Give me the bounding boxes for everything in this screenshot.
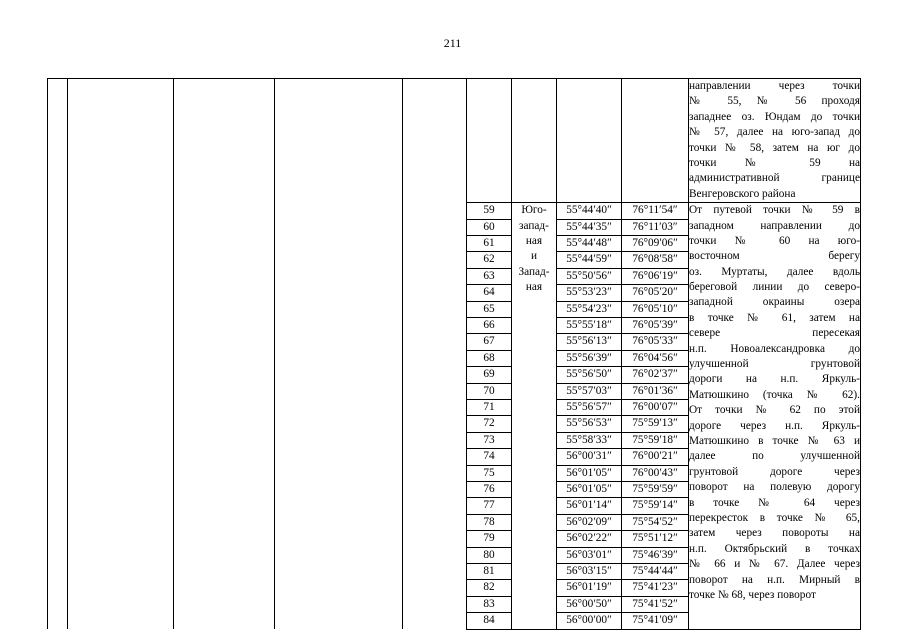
- description-line: административной границе: [689, 172, 860, 185]
- latitude-cell: 55°44′35″: [557, 219, 622, 235]
- point-number: 66: [467, 317, 512, 333]
- point-number: 83: [467, 596, 512, 612]
- description-line: дороге через н.п. Яркуль-: [689, 419, 860, 432]
- description-line: точки № 59 на: [689, 156, 860, 169]
- latitude-cell: 55°55′18″: [557, 317, 622, 333]
- empty-cell: [68, 79, 174, 630]
- longitude-cell: 75°59′18″: [622, 432, 689, 448]
- empty-cell: [403, 79, 467, 630]
- point-number: 60: [467, 219, 512, 235]
- longitude-cell: 76°00′07″: [622, 400, 689, 416]
- point-number: 81: [467, 564, 512, 580]
- description-line: Венгеровского района: [689, 187, 796, 200]
- description-line: в точке № 61, затем на: [689, 311, 860, 324]
- point-number: 68: [467, 350, 512, 366]
- longitude-cell: 76°11′03″: [622, 219, 689, 235]
- description-line: направлении через точки: [689, 80, 860, 92]
- empty-cell: [275, 79, 403, 630]
- point-number: 62: [467, 252, 512, 268]
- longitude-cell: 75°41′23″: [622, 580, 689, 596]
- latitude-cell: 56°02′22″: [557, 531, 622, 547]
- empty-cell: [557, 79, 622, 203]
- point-number: 77: [467, 498, 512, 514]
- description-line: точке № 68, через поворот: [689, 588, 816, 601]
- point-number: 64: [467, 285, 512, 301]
- point-number: 82: [467, 580, 512, 596]
- continuation-row: [48, 79, 861, 203]
- point-number: 78: [467, 514, 512, 530]
- latitude-cell: 55°56′39″: [557, 350, 622, 366]
- direction-line: запад-: [519, 219, 549, 232]
- coordinates-table: [47, 78, 861, 630]
- direction-line: ная: [525, 234, 543, 247]
- point-number: 72: [467, 416, 512, 432]
- longitude-cell: 76°01′36″: [622, 383, 689, 399]
- route-description: [689, 203, 861, 630]
- latitude-cell: 55°44′59″: [557, 252, 622, 268]
- point-number: 63: [467, 268, 512, 284]
- empty-cell: [467, 79, 512, 203]
- latitude-cell: 56°01′05″: [557, 465, 622, 481]
- description-line: затем через повороты на: [689, 527, 860, 540]
- point-number: 76: [467, 482, 512, 498]
- empty-cell: [622, 79, 689, 203]
- description-line: западной окраины озера: [689, 296, 860, 309]
- description-line: западнее оз. Юндам до точки: [689, 110, 860, 123]
- description-line: От путевой точки № 59 в: [689, 204, 860, 217]
- latitude-cell: 55°58′33″: [557, 432, 622, 448]
- description-line: Матюшкино (точка № 62).: [689, 388, 860, 401]
- direction-line: Юго-: [521, 204, 547, 217]
- description-line: береговой линии до северо-: [689, 281, 860, 294]
- point-number: 74: [467, 449, 512, 465]
- latitude-cell: 55°56′53″: [557, 416, 622, 432]
- longitude-cell: 75°41′52″: [622, 596, 689, 612]
- page-number: 211: [443, 36, 462, 50]
- latitude-cell: 55°50′56″: [557, 268, 622, 284]
- description-line: оз. Муртаты, далее вдоль: [689, 265, 860, 278]
- empty-cell: [48, 79, 68, 630]
- continuation-description: [689, 79, 861, 203]
- direction-line: и: [530, 250, 538, 263]
- empty-cell: [512, 79, 557, 203]
- point-number: 73: [467, 432, 512, 448]
- latitude-cell: 56°03′15″: [557, 564, 622, 580]
- longitude-cell: 76°08′58″: [622, 252, 689, 268]
- longitude-cell: 76°00′43″: [622, 465, 689, 481]
- longitude-cell: 76°05′20″: [622, 285, 689, 301]
- latitude-cell: 55°56′13″: [557, 334, 622, 350]
- point-number: 75: [467, 465, 512, 481]
- longitude-cell: 75°59′14″: [622, 498, 689, 514]
- description-line: восточном берегу: [689, 250, 860, 263]
- longitude-cell: 76°00′21″: [622, 449, 689, 465]
- direction-line: Запад-: [518, 265, 550, 278]
- longitude-cell: 75°51′12″: [622, 531, 689, 547]
- longitude-cell: 75°41′09″: [622, 613, 689, 629]
- longitude-cell: 75°44′44″: [622, 564, 689, 580]
- description-line: улучшенной грунтовой: [689, 358, 860, 371]
- point-number: 65: [467, 301, 512, 317]
- description-line: далее по улучшенной: [689, 450, 860, 463]
- description-line: грунтовой дороге через: [689, 465, 860, 478]
- direction-cell: [512, 203, 557, 630]
- empty-cell: [174, 79, 275, 630]
- description-line: Матюшкино в точке № 63 и: [689, 434, 860, 447]
- point-number: 59: [467, 203, 512, 219]
- latitude-cell: 56°00′31″: [557, 449, 622, 465]
- description-line: западном направлении до: [689, 219, 860, 232]
- point-number: 69: [467, 367, 512, 383]
- longitude-cell: 76°04′56″: [622, 350, 689, 366]
- point-number: 70: [467, 383, 512, 399]
- latitude-cell: 56°03′01″: [557, 547, 622, 563]
- point-number: 79: [467, 531, 512, 547]
- description-line: поворот на полевую дорогу: [689, 481, 860, 494]
- latitude-cell: 56°01′14″: [557, 498, 622, 514]
- description-line: перекресток в точке № 65,: [689, 511, 860, 524]
- latitude-cell: 55°54′23″: [557, 301, 622, 317]
- latitude-cell: 55°57′03″: [557, 383, 622, 399]
- latitude-cell: 55°53′23″: [557, 285, 622, 301]
- longitude-cell: 76°11′54″: [622, 203, 689, 219]
- description-line: н.п. Новоалександровка до: [689, 342, 860, 355]
- latitude-cell: 55°44′40″: [557, 203, 622, 219]
- description-line: точки № 60 на юго-: [689, 234, 860, 247]
- longitude-cell: 75°59′59″: [622, 482, 689, 498]
- description-line: поворот на н.п. Мирный в: [689, 573, 860, 586]
- point-number: 84: [467, 613, 512, 629]
- latitude-cell: 56°02′09″: [557, 514, 622, 530]
- description-line: № 66 и № 67. Далее через: [689, 558, 860, 571]
- point-number: 67: [467, 334, 512, 350]
- longitude-cell: 75°59′13″: [622, 416, 689, 432]
- description-line: точки № 58, затем на юг до: [689, 141, 860, 154]
- longitude-cell: 75°46′39″: [622, 547, 689, 563]
- longitude-cell: 76°02′37″: [622, 367, 689, 383]
- point-number: 80: [467, 547, 512, 563]
- point-number: 61: [467, 235, 512, 251]
- description-line: в точке № 64 через: [689, 496, 860, 509]
- description-line: севере пересекая: [689, 327, 860, 340]
- latitude-cell: 56°00′00″: [557, 613, 622, 629]
- description-line: н.п. Октябрьский в точках: [689, 542, 860, 555]
- latitude-cell: 56°01′05″: [557, 482, 622, 498]
- direction-line: ная: [525, 281, 543, 294]
- description-line: № 55, № 56 проходя: [689, 95, 860, 108]
- latitude-cell: 55°56′50″: [557, 367, 622, 383]
- longitude-cell: 76°05′33″: [622, 334, 689, 350]
- longitude-cell: 76°05′39″: [622, 317, 689, 333]
- latitude-cell: 55°56′57″: [557, 400, 622, 416]
- description-line: От точки № 62 по этой: [689, 404, 860, 417]
- point-number: 71: [467, 400, 512, 416]
- latitude-cell: 56°00′50″: [557, 596, 622, 612]
- longitude-cell: 76°05′10″: [622, 301, 689, 317]
- latitude-cell: 56°01′19″: [557, 580, 622, 596]
- longitude-cell: 76°09′06″: [622, 235, 689, 251]
- description-line: дороги на н.п. Яркуль-: [689, 373, 860, 386]
- longitude-cell: 75°54′52″: [622, 514, 689, 530]
- latitude-cell: 55°44′48″: [557, 235, 622, 251]
- description-line: № 57, далее на юго-запад до: [689, 126, 860, 139]
- longitude-cell: 76°06′19″: [622, 268, 689, 284]
